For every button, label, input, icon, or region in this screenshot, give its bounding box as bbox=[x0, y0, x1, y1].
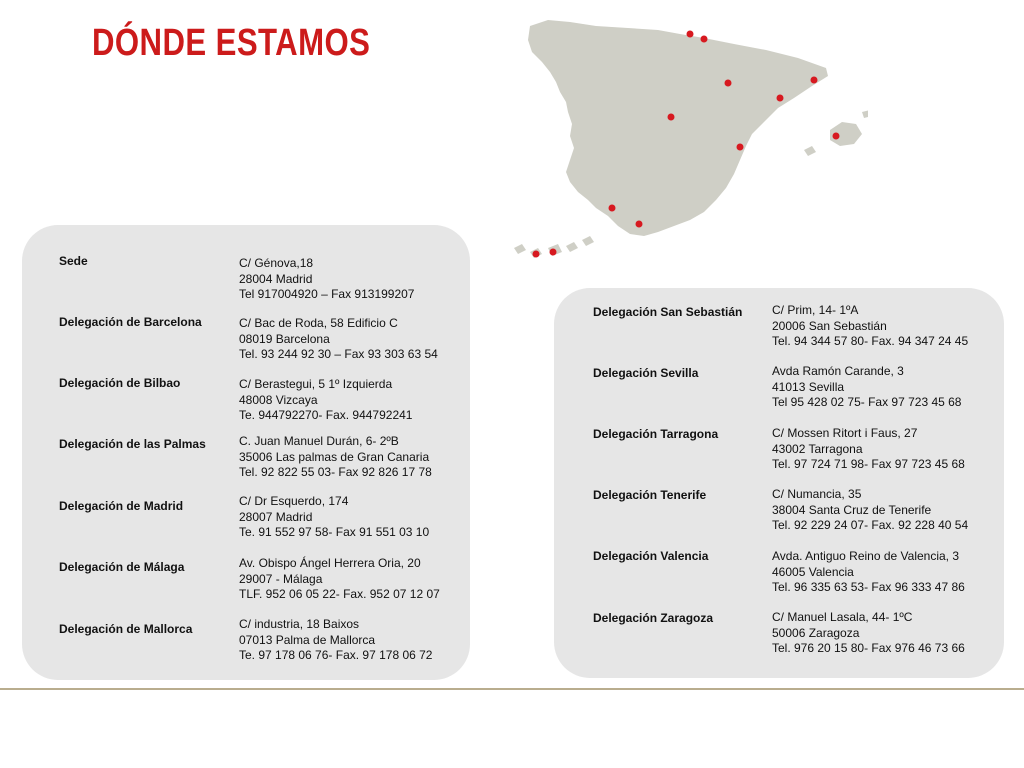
phone-line: Te. 91 552 97 58- Fax 91 551 03 10 bbox=[239, 525, 430, 539]
office-label: Delegación de las Palmas bbox=[59, 437, 206, 451]
offices-panel-right bbox=[554, 288, 1004, 678]
office-address bbox=[239, 556, 440, 603]
phone-line: Tel. 976 20 15 80- Fax 976 46 73 66 bbox=[772, 641, 965, 655]
postal-line: 29007 - Málaga bbox=[239, 571, 323, 586]
postal-line: 35006 Las palmas de Gran Canaria bbox=[239, 449, 430, 464]
postal-line: 38004 Santa Cruz de Tenerife bbox=[772, 502, 932, 517]
office-label: Delegación de Bilbao bbox=[59, 376, 181, 390]
phone-line: Te. 97 178 06 76- Fax. 97 178 06 72 bbox=[239, 648, 433, 662]
office-label: Delegación San Sebastián bbox=[593, 305, 743, 319]
office-address bbox=[239, 434, 432, 481]
postal-line: 50006 Zaragoza bbox=[772, 625, 860, 640]
office-label: Delegación Valencia bbox=[593, 549, 709, 563]
phone-line: Tel 95 428 02 75- Fax 97 723 45 68 bbox=[772, 395, 962, 409]
map-dot-valencia bbox=[737, 144, 744, 151]
office-address bbox=[239, 494, 429, 541]
map-dot-sansebastian bbox=[687, 31, 694, 38]
office-label: Delegación Tenerife bbox=[593, 488, 707, 502]
map-ibiza bbox=[804, 146, 816, 156]
map-dot-madrid bbox=[668, 114, 675, 121]
postal-line: 20006 San Sebastián bbox=[772, 318, 887, 333]
map-dot-tenerife bbox=[550, 249, 557, 256]
office-label: Delegación Sevilla bbox=[593, 366, 699, 380]
office-address bbox=[772, 303, 968, 350]
phone-line: Tel. 94 344 57 80- Fax. 94 347 24 45 bbox=[772, 334, 969, 348]
postal-line: 07013 Palma de Mallorca bbox=[239, 632, 376, 647]
address-line: C/ industria, 18 Baixos bbox=[239, 617, 360, 631]
address-line: C/ Bac de Roda, 58 Edificio C bbox=[239, 316, 398, 330]
spain-map bbox=[508, 12, 868, 262]
address-line: C/ Dr Esquerdo, 174 bbox=[239, 494, 349, 508]
offices-panel-left bbox=[22, 225, 470, 680]
office-label: Delegación Tarragona bbox=[593, 427, 719, 441]
office-address bbox=[239, 377, 412, 424]
page-title: DÓNDE ESTAMOS bbox=[92, 22, 371, 64]
address-line: C/ Prim, 14- 1ºA bbox=[772, 303, 859, 317]
office-label: Delegación de Barcelona bbox=[59, 315, 202, 329]
office-address bbox=[239, 256, 414, 303]
map-mainland bbox=[528, 20, 828, 236]
postal-line: 43002 Tarragona bbox=[772, 441, 863, 456]
office-label: Delegación de Mallorca bbox=[59, 622, 193, 636]
map-dot-malaga bbox=[636, 221, 643, 228]
address-line: C/ Mossen Ritort i Faus, 27 bbox=[772, 426, 918, 440]
postal-line: 08019 Barcelona bbox=[239, 331, 330, 346]
map-dot-laspalmas bbox=[533, 251, 540, 258]
map-dot-zaragoza bbox=[725, 80, 732, 87]
phone-line: Tel. 93 244 92 30 – Fax 93 303 63 54 bbox=[239, 347, 438, 361]
postal-line: 46005 Valencia bbox=[772, 564, 854, 579]
office-address bbox=[239, 617, 432, 664]
map-dot-mallorca bbox=[833, 133, 840, 140]
map-dot-tarragona bbox=[777, 95, 784, 102]
phone-line: Tel 917004920 – Fax 913199207 bbox=[239, 287, 415, 301]
office-address bbox=[772, 610, 965, 657]
phone-line: Te. 944792270- Fax. 944792241 bbox=[239, 408, 413, 422]
office-label: Delegación de Málaga bbox=[59, 560, 185, 574]
office-address bbox=[772, 364, 961, 411]
phone-line: Tel. 92 229 24 07- Fax. 92 228 40 54 bbox=[772, 518, 969, 532]
office-address bbox=[772, 549, 965, 596]
address-line: Av. Obispo Ángel Herrera Oria, 20 bbox=[239, 556, 421, 570]
footer-divider bbox=[0, 688, 1024, 690]
phone-line: TLF. 952 06 05 22- Fax. 952 07 12 07 bbox=[239, 587, 440, 601]
address-line: C. Juan Manuel Durán, 6- 2ºB bbox=[239, 434, 399, 448]
office-address bbox=[772, 487, 968, 534]
office-label: Delegación Zaragoza bbox=[593, 611, 714, 625]
address-line: Avda. Antiguo Reino de Valencia, 3 bbox=[772, 549, 960, 563]
address-line: C/ Numancia, 35 bbox=[772, 487, 862, 501]
map-dot-barcelona bbox=[811, 77, 818, 84]
address-line: Avda Ramón Carande, 3 bbox=[772, 364, 904, 378]
office-address bbox=[772, 426, 965, 473]
postal-line: 28004 Madrid bbox=[239, 271, 313, 286]
postal-line: 41013 Sevilla bbox=[772, 379, 845, 394]
phone-line: Tel. 92 822 55 03- Fax 92 826 17 78 bbox=[239, 465, 432, 479]
address-line: C/ Manuel Lasala, 44- 1ºC bbox=[772, 610, 913, 624]
office-address bbox=[239, 316, 438, 363]
address-line: C/ Berastegui, 5 1º Izquierda bbox=[239, 377, 393, 391]
postal-line: 48008 Vizcaya bbox=[239, 392, 318, 407]
postal-line: 28007 Madrid bbox=[239, 509, 313, 524]
office-label: Sede bbox=[59, 254, 88, 268]
map-dot-sevilla bbox=[609, 205, 616, 212]
phone-line: Tel. 96 335 63 53- Fax 96 333 47 86 bbox=[772, 580, 965, 594]
map-dot-bilbao bbox=[701, 36, 708, 43]
office-label: Delegación de Madrid bbox=[59, 499, 184, 513]
address-line: C/ Génova,18 bbox=[239, 256, 314, 270]
map-menorca bbox=[862, 110, 868, 118]
phone-line: Tel. 97 724 71 98- Fax 97 723 45 68 bbox=[772, 457, 965, 471]
